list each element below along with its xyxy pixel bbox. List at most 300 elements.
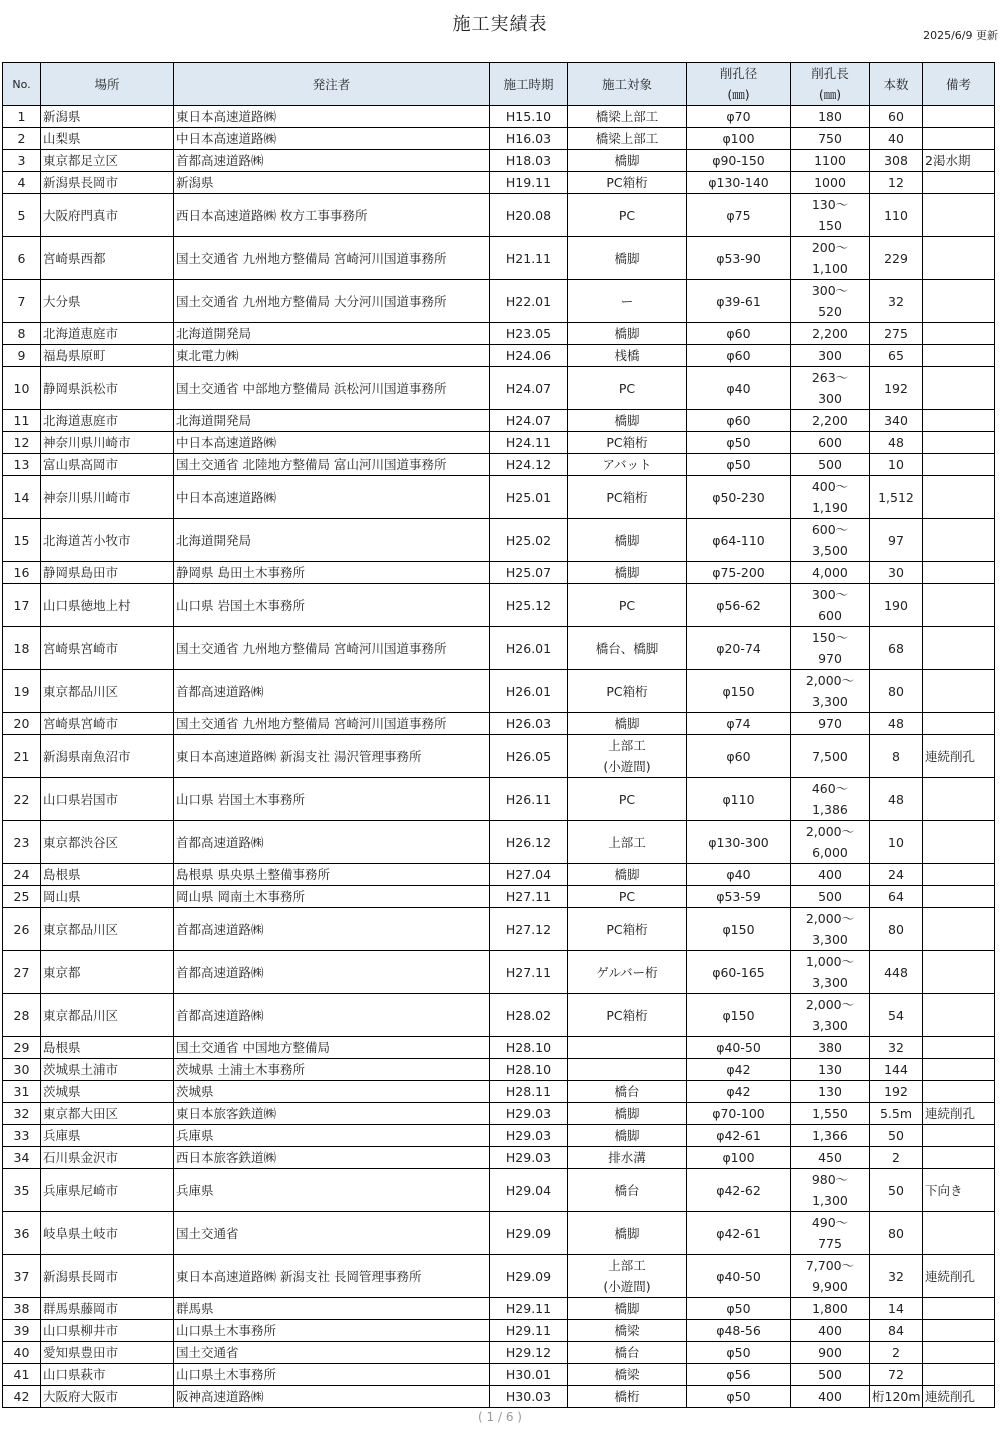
cell-diameter: φ42-61: [687, 1125, 791, 1147]
cell-place: 神奈川県川崎市: [41, 432, 174, 454]
cell-length-line: 3,300: [812, 975, 848, 990]
cell-length: [791, 1081, 870, 1103]
cell-diameter: φ50-230: [687, 476, 791, 519]
table-row: [3, 670, 995, 713]
header-target: 施工対象: [568, 63, 687, 106]
cell-length: [791, 237, 870, 280]
cell-target-line: 橋台: [614, 1182, 640, 1198]
cell-count: 32: [870, 280, 923, 323]
cell-target: [568, 106, 687, 128]
cell-target-line: アバット: [602, 457, 652, 472]
cell-target-line: 桟橋: [614, 348, 640, 363]
cell-length-line: 400～: [811, 479, 849, 494]
cell-target: [568, 128, 687, 150]
cell-length-line: 2,200: [812, 326, 848, 341]
cell-period: H28.10: [490, 1037, 568, 1059]
cell-target-line: 橋脚: [614, 1128, 640, 1143]
cell-note: [923, 1125, 995, 1147]
cell-length-line: 1,366: [812, 1128, 848, 1143]
cell-diameter: φ42: [687, 1059, 791, 1081]
cell-diameter: φ50: [687, 1342, 791, 1364]
cell-place: 新潟県: [41, 106, 174, 128]
cell-place: 新潟県長岡市: [41, 172, 174, 194]
cell-diameter: φ70: [687, 106, 791, 128]
cell-length-line: 2,000～: [805, 997, 855, 1012]
cell-target-line: 橋脚: [614, 1301, 640, 1316]
cell-length-line: 6,000: [812, 845, 848, 860]
cell-target: [568, 821, 687, 864]
cell-place: 大阪府門真市: [41, 194, 174, 237]
cell-length-line: 3,500: [812, 543, 848, 558]
cell-period: H29.12: [490, 1342, 568, 1364]
cell-note: [923, 410, 995, 432]
cell-no: 42: [3, 1386, 41, 1408]
header-period: 施工時期: [490, 63, 568, 106]
cell-count: 40: [870, 128, 923, 150]
cell-place: 山口県柳井市: [41, 1320, 174, 1342]
table-row: [3, 410, 995, 432]
cell-client: 兵庫県: [174, 1169, 490, 1212]
cell-place: 東京都: [41, 951, 174, 994]
cell-diameter: φ42-62: [687, 1169, 791, 1212]
cell-client: 島根県 県央県土整備事務所: [174, 864, 490, 886]
table-row: [3, 627, 995, 670]
update-date: 2025/6/9 更新: [923, 29, 998, 42]
table-row: [3, 1103, 995, 1125]
cell-length-line: 1,800: [812, 1301, 848, 1316]
cell-place: 島根県: [41, 1037, 174, 1059]
cell-client: 山口県 岩国土木事務所: [174, 778, 490, 821]
table-row: [3, 1125, 995, 1147]
cell-target-line: PC箱桁: [606, 921, 648, 937]
cell-period: H24.07: [490, 367, 568, 410]
cell-count: 275: [870, 323, 923, 345]
cell-place: 山口県岩国市: [41, 778, 174, 821]
cell-no: 6: [3, 237, 41, 280]
cell-length-line: 300: [818, 391, 842, 406]
cell-place: 宮崎県宮崎市: [41, 713, 174, 735]
cell-no: 31: [3, 1081, 41, 1103]
header-diameter: [687, 63, 791, 106]
cell-note: [923, 670, 995, 713]
cell-length: [791, 886, 870, 908]
cell-length-line: 2,000～: [805, 673, 855, 688]
cell-length: [791, 323, 870, 345]
cell-diameter: φ110: [687, 778, 791, 821]
cell-target: [568, 886, 687, 908]
cell-note: [923, 627, 995, 670]
cell-count: 2: [870, 1342, 923, 1364]
cell-length-line: 600: [818, 435, 842, 450]
cell-no: 22: [3, 778, 41, 821]
cell-count: 192: [870, 367, 923, 410]
cell-place: 東京都品川区: [41, 994, 174, 1037]
cell-client: 山口県 岩国土木事務所: [174, 584, 490, 627]
cell-target: [568, 1255, 687, 1298]
cell-count: 64: [870, 886, 923, 908]
cell-no: 21: [3, 735, 41, 778]
cell-note: [923, 864, 995, 886]
cell-period: H24.07: [490, 410, 568, 432]
cell-period: H26.03: [490, 713, 568, 735]
cell-length-line: 1,100: [812, 261, 848, 276]
table-row: [3, 280, 995, 323]
header-length-unit: (㎜): [818, 87, 842, 102]
cell-length-line: 1,550: [812, 1106, 848, 1121]
cell-note: [923, 519, 995, 562]
cell-length: [791, 519, 870, 562]
cell-diameter: φ90-150: [687, 150, 791, 172]
cell-client: 国土交通省 九州地方整備局 宮崎河川国道事務所: [174, 627, 490, 670]
cell-period: H26.01: [490, 627, 568, 670]
cell-target-line: 橋脚: [614, 250, 640, 266]
cell-client: 国土交通省 中国地方整備局: [174, 1037, 490, 1059]
cell-count: 10: [870, 821, 923, 864]
cell-period: H24.06: [490, 345, 568, 367]
cell-length-line: 450: [818, 1150, 842, 1165]
cell-period: H15.10: [490, 106, 568, 128]
cell-target: [568, 1364, 687, 1386]
cell-target-line: 橋梁上部工: [595, 131, 659, 146]
cell-length-line: 130: [818, 1062, 842, 1077]
cell-diameter: φ56: [687, 1364, 791, 1386]
cell-no: 30: [3, 1059, 41, 1081]
cell-target: [568, 735, 687, 778]
cell-count: 448: [870, 951, 923, 994]
cell-length: [791, 908, 870, 951]
table-row: [3, 584, 995, 627]
cell-count: 30: [870, 562, 923, 584]
cell-count: 229: [870, 237, 923, 280]
cell-period: H21.11: [490, 237, 568, 280]
cell-no: 18: [3, 627, 41, 670]
cell-target-line: 橋梁: [614, 1323, 640, 1338]
table-row: [3, 864, 995, 886]
cell-client: 静岡県 島田土木事務所: [174, 562, 490, 584]
cell-length-line: 180: [818, 109, 842, 124]
cell-count: 190: [870, 584, 923, 627]
cell-count: 72: [870, 1364, 923, 1386]
cell-target: [568, 670, 687, 713]
cell-no: 20: [3, 713, 41, 735]
table-row: [3, 1364, 995, 1386]
cell-length: [791, 172, 870, 194]
cell-period: H27.11: [490, 951, 568, 994]
cell-no: 27: [3, 951, 41, 994]
cell-no: 12: [3, 432, 41, 454]
cell-diameter: φ39-61: [687, 280, 791, 323]
cell-target-line: PC: [618, 597, 636, 613]
table-row: [3, 1037, 995, 1059]
cell-note: [923, 454, 995, 476]
cell-client: 東日本高速道路㈱ 新潟支社 湯沢管理事務所: [174, 735, 490, 778]
cell-client: 山口県土木事務所: [174, 1320, 490, 1342]
cell-target: [568, 713, 687, 735]
cell-client: 首都高速道路㈱: [174, 908, 490, 951]
cell-count: 84: [870, 1320, 923, 1342]
cell-client: 国土交通省 九州地方整備局 大分河川国道事務所: [174, 280, 490, 323]
cell-length: [791, 1386, 870, 1408]
cell-diameter: φ50: [687, 1386, 791, 1408]
cell-diameter: φ20-74: [687, 627, 791, 670]
cell-period: H29.03: [490, 1103, 568, 1125]
cell-length-line: 1,190: [812, 500, 848, 515]
cell-count: 68: [870, 627, 923, 670]
cell-period: H30.01: [490, 1364, 568, 1386]
cell-length-line: 400: [818, 1389, 842, 1404]
cell-length-line: 130: [818, 1084, 842, 1099]
table-row: [3, 128, 995, 150]
table-row: [3, 106, 995, 128]
cell-length-line: 300～: [811, 587, 849, 602]
header-note: 備考: [923, 63, 995, 106]
cell-no: 16: [3, 562, 41, 584]
cell-no: 41: [3, 1364, 41, 1386]
cell-note: [923, 1212, 995, 1255]
cell-length-line: 150: [818, 218, 842, 233]
table-row: [3, 562, 995, 584]
table-row: [3, 713, 995, 735]
cell-length-line: 2,000～: [805, 911, 855, 926]
cell-target-line: 橋台、橋脚: [595, 640, 659, 656]
cell-length-line: 3,300: [812, 1018, 848, 1033]
cell-place: 茨城県: [41, 1081, 174, 1103]
cell-note: [923, 562, 995, 584]
cell-length: [791, 345, 870, 367]
table-row: [3, 194, 995, 237]
cell-diameter: φ40: [687, 367, 791, 410]
table-row: [3, 994, 995, 1037]
cell-period: H22.01: [490, 280, 568, 323]
cell-count: 60: [870, 106, 923, 128]
cell-note: [923, 345, 995, 367]
cell-no: 13: [3, 454, 41, 476]
cell-target: [568, 194, 687, 237]
cell-period: H19.11: [490, 172, 568, 194]
cell-period: H27.12: [490, 908, 568, 951]
cell-length-line: 1100: [814, 153, 846, 168]
cell-diameter: φ75-200: [687, 562, 791, 584]
cell-note: 連続削孔: [923, 735, 995, 778]
cell-length: [791, 476, 870, 519]
cell-count: 14: [870, 1298, 923, 1320]
cell-diameter: φ64-110: [687, 519, 791, 562]
cell-length-line: 520: [818, 304, 842, 319]
cell-place: 静岡県島田市: [41, 562, 174, 584]
cell-count: 48: [870, 778, 923, 821]
cell-client: 国土交通省 九州地方整備局 宮崎河川国道事務所: [174, 713, 490, 735]
header-place: 場所: [41, 63, 174, 106]
cell-length: [791, 1103, 870, 1125]
cell-client: 阪神高速道路㈱: [174, 1386, 490, 1408]
cell-length: [791, 1037, 870, 1059]
cell-note: 下向き: [923, 1169, 995, 1212]
cell-note: 連続削孔: [923, 1103, 995, 1125]
table-row: [3, 1059, 995, 1081]
table-row: [3, 454, 995, 476]
cell-length-line: 980～: [811, 1172, 849, 1187]
cell-diameter: φ40-50: [687, 1037, 791, 1059]
cell-diameter: φ56-62: [687, 584, 791, 627]
cell-length-line: 490～: [811, 1215, 849, 1230]
cell-period: H26.12: [490, 821, 568, 864]
cell-period: H29.03: [490, 1125, 568, 1147]
cell-target-line: (小遊間): [603, 1279, 651, 1294]
cell-diameter: φ100: [687, 1147, 791, 1169]
cell-note: [923, 908, 995, 951]
cell-length: [791, 280, 870, 323]
cell-note: [923, 476, 995, 519]
cell-note: [923, 172, 995, 194]
cell-target-line: 橋脚: [614, 326, 640, 341]
cell-count: 12: [870, 172, 923, 194]
cell-no: 7: [3, 280, 41, 323]
cell-client: 東日本旅客鉄道㈱: [174, 1103, 490, 1125]
cell-client: 首都高速道路㈱: [174, 951, 490, 994]
cell-count: 54: [870, 994, 923, 1037]
cell-target: [568, 432, 687, 454]
cell-target: [568, 345, 687, 367]
cell-length: [791, 1059, 870, 1081]
cell-no: 15: [3, 519, 41, 562]
cell-period: H26.05: [490, 735, 568, 778]
cell-length: [791, 432, 870, 454]
cell-length: [791, 821, 870, 864]
cell-period: H29.04: [490, 1169, 568, 1212]
cell-length: [791, 1364, 870, 1386]
cell-place: 福島県原町: [41, 345, 174, 367]
cell-target: [568, 410, 687, 432]
cell-client: 北海道開発局: [174, 519, 490, 562]
page-number: ( 1 / 6 ): [478, 1410, 522, 1424]
cell-target-line: 上部工: [608, 1258, 646, 1273]
cell-place: 大阪府大阪市: [41, 1386, 174, 1408]
cell-length-line: 500: [818, 457, 842, 472]
cell-length-line: 263～: [811, 370, 849, 385]
cell-target: [568, 778, 687, 821]
cell-no: 4: [3, 172, 41, 194]
cell-length: [791, 627, 870, 670]
cell-diameter: φ50: [687, 1298, 791, 1320]
cell-length-line: 300: [818, 348, 842, 363]
cell-count: 10: [870, 454, 923, 476]
cell-diameter: φ60: [687, 410, 791, 432]
table-header-row: [3, 63, 995, 106]
cell-period: H28.02: [490, 994, 568, 1037]
cell-period: H28.10: [490, 1059, 568, 1081]
cell-target-line: PC箱桁: [606, 683, 648, 699]
cell-target: [568, 1298, 687, 1320]
header-length-label: 削孔長: [811, 66, 849, 81]
cell-count: 192: [870, 1081, 923, 1103]
cell-length-line: 600: [818, 608, 842, 623]
table-row: [3, 519, 995, 562]
cell-count: 97: [870, 519, 923, 562]
cell-length-line: 775: [818, 1236, 842, 1251]
cell-client: 東日本高速道路㈱ 新潟支社 長岡管理事務所: [174, 1255, 490, 1298]
cell-length-line: 1,386: [812, 802, 848, 817]
table-row: [3, 476, 995, 519]
cell-place: 東京都品川区: [41, 670, 174, 713]
cell-no: 34: [3, 1147, 41, 1169]
cell-place: 宮崎県宮崎市: [41, 627, 174, 670]
header-diameter-unit: (㎜): [727, 87, 750, 102]
cell-period: H30.03: [490, 1386, 568, 1408]
cell-period: H24.11: [490, 432, 568, 454]
cell-target: [568, 237, 687, 280]
cell-note: [923, 1147, 995, 1169]
cell-target: [568, 1125, 687, 1147]
cell-period: H26.11: [490, 778, 568, 821]
cell-target-line: 橋桁: [614, 1389, 640, 1404]
cell-target-line: 上部工: [608, 834, 646, 850]
cell-length: [791, 1125, 870, 1147]
cell-length: [791, 951, 870, 994]
cell-length-line: 3,300: [812, 694, 848, 709]
cell-length-line: 500: [818, 1367, 842, 1382]
cell-target-line: 橋梁: [614, 1367, 640, 1382]
cell-target-line: 橋台: [614, 1084, 640, 1099]
cell-count: 50: [870, 1125, 923, 1147]
cell-diameter: φ130-300: [687, 821, 791, 864]
cell-period: H25.12: [490, 584, 568, 627]
cell-length: [791, 994, 870, 1037]
cell-note: [923, 432, 995, 454]
cell-note: [923, 194, 995, 237]
cell-period: H29.09: [490, 1212, 568, 1255]
cell-count: 144: [870, 1059, 923, 1081]
header-diameter-label: 削孔径: [719, 66, 758, 81]
cell-target: [568, 864, 687, 886]
cell-client: 首都高速道路㈱: [174, 150, 490, 172]
cell-place: 新潟県南魚沼市: [41, 735, 174, 778]
cell-count: 8: [870, 735, 923, 778]
cell-place: 石川県金沢市: [41, 1147, 174, 1169]
cell-note: [923, 323, 995, 345]
cell-length-line: 9,900: [812, 1279, 848, 1294]
cell-diameter: φ48-56: [687, 1320, 791, 1342]
cell-length: [791, 410, 870, 432]
cell-length-line: 500: [818, 889, 842, 904]
cell-client: 国土交通省: [174, 1342, 490, 1364]
cell-count: 50: [870, 1169, 923, 1212]
table-row: [3, 432, 995, 454]
cell-diameter: φ50: [687, 454, 791, 476]
cell-no: 37: [3, 1255, 41, 1298]
cell-place: 山梨県: [41, 128, 174, 150]
cell-target-line: PC: [618, 791, 636, 807]
table-row: [3, 1081, 995, 1103]
cell-no: 29: [3, 1037, 41, 1059]
cell-target-line: 橋脚: [614, 153, 640, 168]
cell-period: H16.03: [490, 128, 568, 150]
cell-length-line: 130～: [811, 197, 849, 212]
cell-no: 35: [3, 1169, 41, 1212]
cell-length-line: 7,700～: [805, 1258, 855, 1273]
table-row: [3, 1320, 995, 1342]
cell-note: [923, 886, 995, 908]
cell-period: H29.09: [490, 1255, 568, 1298]
cell-note: 連続削孔: [923, 1255, 995, 1298]
cell-target: [568, 367, 687, 410]
cell-period: H29.11: [490, 1298, 568, 1320]
header-no: No.: [3, 63, 41, 106]
cell-length: [791, 670, 870, 713]
cell-count: 1,512: [870, 476, 923, 519]
cell-diameter: φ150: [687, 670, 791, 713]
construction-record-table: [2, 62, 995, 1408]
cell-diameter: φ100: [687, 128, 791, 150]
